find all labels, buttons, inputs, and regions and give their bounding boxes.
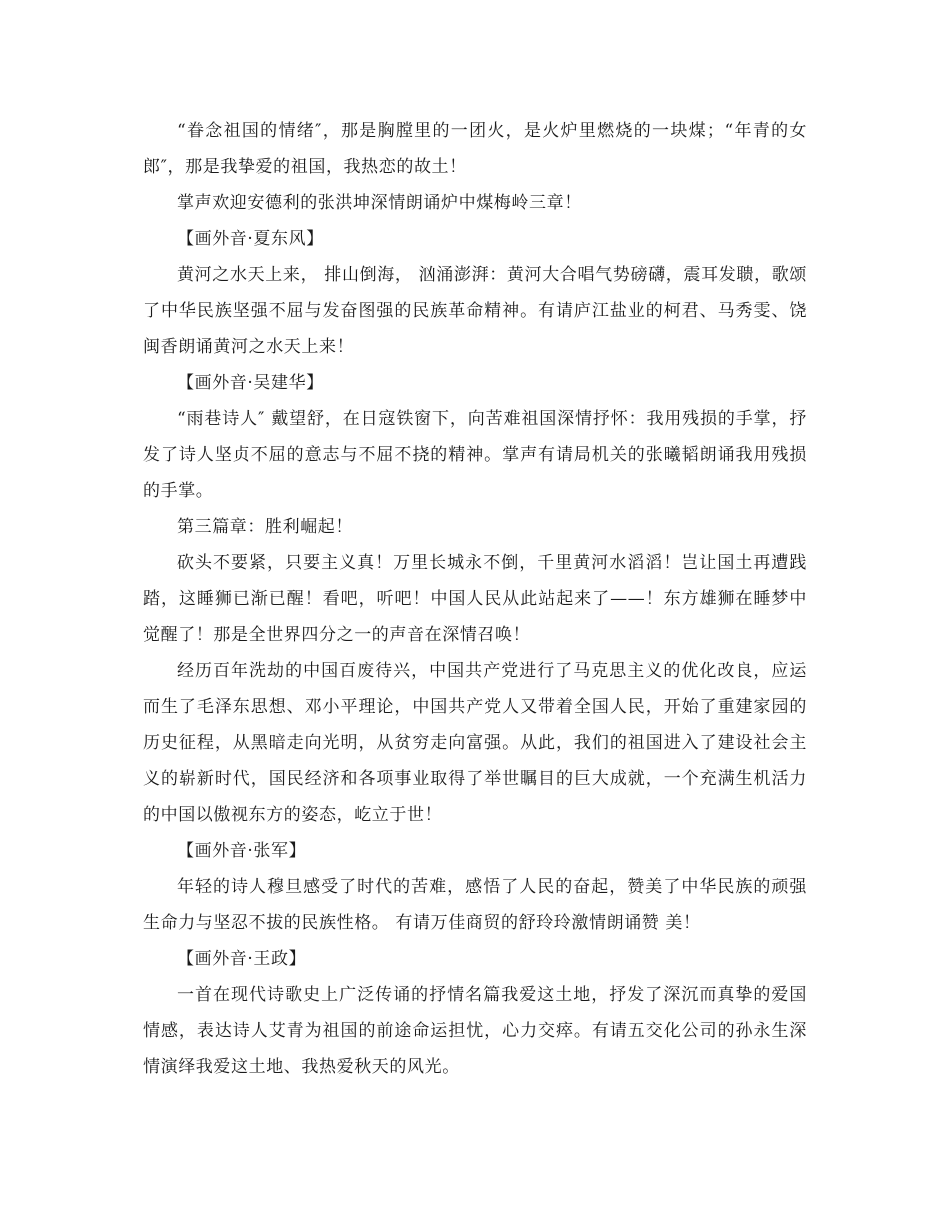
paragraph-yellow-river: 黄河之水天上来， 排山倒海， 汹涌澎湃：黄河大合唱气势磅礴，震耳发聩，歌颂了中华民族坚强不屈与发奋图强的民族革命精神。有请庐江盐业的柯君、马秀雯、饶闽香朗诵黄河之水天上来！ — [143, 265, 807, 357]
voiceover-heading-wu-jianhua: 【画外音·吴建华】 — [177, 373, 324, 393]
paragraph-intro-longing: “眷念祖国的情绪″，那是胸膛里的一团火，是火炉里燃烧的一块煤；“年青的女郎″，那是我挚爱的祖国，我热恋的故土！ — [143, 121, 807, 177]
paragraph-awakening-lion: 砍头不要紧，只要主义真！万里长城永不倒，千里黄河水滔滔！岂让国土再遭践踏，这睡狮已渐已醒！看吧，听吧！中国人民从此站起来了——！东方雄狮在睡梦中觉醒了！那是全世界四分之一的声音在深情召唤！ — [143, 553, 807, 645]
paragraph-mu-dan: 年轻的诗人穆旦感受了时代的苦难，感悟了人民的奋起，赞美了中华民族的顽强生命力与坚忍不拔的民族性格。 有请万佳商贸的舒玲玲激情朗诵赞 美！ — [143, 877, 807, 933]
chapter-three-heading: 第三篇章：胜利崛起！ — [177, 517, 353, 537]
voiceover-heading-zhang-jun: 【画外音·张军】 — [177, 841, 307, 861]
paragraph-ai-qing: 一首在现代诗歌史上广泛传诵的抒情名篇我爱这土地，抒发了深沉而真挚的爱国情感，表达诗人艾青为祖国的前途命运担忧，心力交瘁。有请五交化公司的孙永生深情演绎我爱这土地、我热爱秋天的风光。 — [143, 985, 807, 1077]
paragraph-history-rebuilding: 经历百年洗劫的中国百废待兴，中国共产党进行了马克思主义的优化改良，应运而生了毛泽东思想、邓小平理论，中国共产党人又带着全国人民，开始了重建家园的历史征程，从黑暗走向光明，从贫穷走向富强。从此，我们的祖国进入了建设社会主义的崭新时代，国民经济和各项事业取得了举世瞩目的巨大成就，一个充满生机活力的中国以傲视东方的姿态，屹立于世！ — [143, 661, 807, 825]
document-body — [143, 113, 807, 1085]
voiceover-heading-xia-dongfeng: 【画外音·夏东风】 — [177, 229, 324, 249]
paragraph-dai-wangshu: “雨巷诗人″ 戴望舒，在日寇铁窗下，向苦难祖国深情抒怀：我用残损的手掌，抒发了诗人坚贞不屈的意志与不屈不挠的精神。掌声有请局机关的张曦韬朗诵我用残损的手掌。 — [143, 409, 807, 501]
paragraph-welcome-zhang-hongkun: 掌声欢迎安德利的张洪坤深情朗诵炉中煤梅岭三章！ — [177, 193, 582, 213]
voiceover-heading-wang-zheng: 【画外音·王政】 — [177, 949, 307, 969]
